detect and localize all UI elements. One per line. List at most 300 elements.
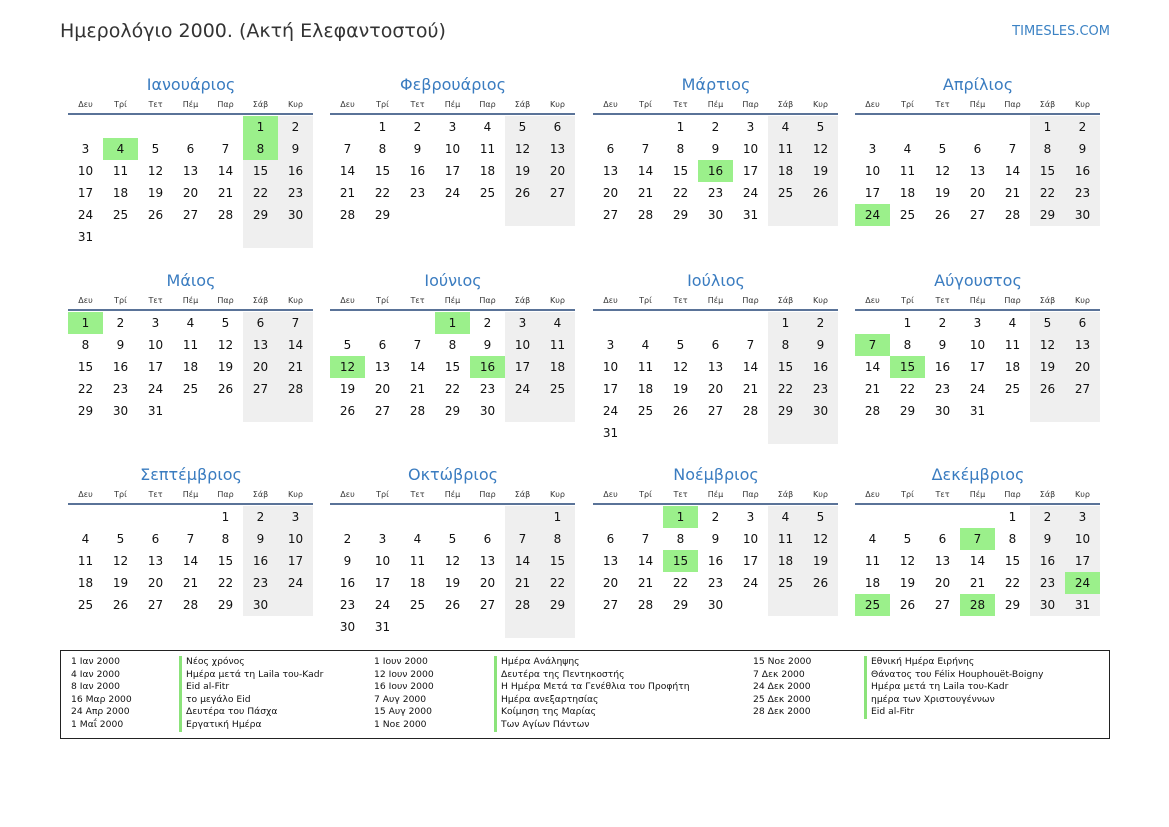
weekday-label: Δευ <box>603 490 618 499</box>
day-cell: 27 <box>602 208 619 222</box>
weekday-label: Σάβ <box>252 100 269 109</box>
empty-cell <box>103 116 138 138</box>
day-cell: 24 <box>77 208 94 222</box>
day-cell: 9 <box>116 338 125 352</box>
weekday-label: Παρ <box>217 100 234 109</box>
weekday-label: Σάβ <box>514 490 531 499</box>
day-cell: 2 <box>243 506 278 528</box>
weekday-label: Παρ <box>742 490 759 499</box>
empty-cell <box>365 312 400 334</box>
weekday-label: Παρ <box>479 296 496 305</box>
day-cell: 14 <box>409 360 426 374</box>
day-grid <box>330 116 575 226</box>
weekday-header <box>330 293 575 311</box>
day-cell: 15 <box>444 360 461 374</box>
weekday-label: Τρί <box>376 296 389 305</box>
day-cell: 18 <box>768 160 803 182</box>
empty-cell <box>278 400 313 422</box>
day-cell: 11 <box>899 164 916 178</box>
day-cell: 2 <box>803 312 838 334</box>
day-cell: 17 <box>864 186 881 200</box>
day-cell: 1 <box>540 506 575 528</box>
empty-cell <box>173 506 208 528</box>
weekday-label: Πέμ <box>444 296 461 305</box>
weekday-label: Τρί <box>114 100 127 109</box>
day-cell: 13 <box>182 164 199 178</box>
day-cell: 16 <box>1065 160 1100 182</box>
month-block <box>330 269 576 422</box>
day-cell: 3 <box>606 338 615 352</box>
day-cell: 25 <box>479 186 496 200</box>
day-cell: 3 <box>746 120 755 134</box>
day-cell: 12 <box>672 360 689 374</box>
day-grid <box>68 312 313 422</box>
day-cell: 19 <box>934 186 951 200</box>
day-cell: 10 <box>505 334 540 356</box>
weekday-label: Τετ <box>410 296 425 305</box>
empty-cell <box>593 312 628 334</box>
legend-row <box>61 706 1101 719</box>
weekday-label: Τρί <box>639 296 652 305</box>
day-cell: 7 <box>186 532 195 546</box>
day-cell: 3 <box>973 316 982 330</box>
day-cell: 20 <box>479 576 496 590</box>
weekday-label: Πέμ <box>969 100 986 109</box>
empty-cell <box>208 226 243 248</box>
weekday-label: Σάβ <box>252 490 269 499</box>
day-cell: 8 <box>903 338 912 352</box>
weekday-label: Τρί <box>376 490 389 499</box>
day-cell: 28 <box>637 598 654 612</box>
day-cell: 20 <box>147 576 164 590</box>
holiday-day-cell: 16 <box>470 356 505 378</box>
empty-cell <box>470 506 505 528</box>
day-cell: 24 <box>742 186 759 200</box>
day-cell: 12 <box>899 554 916 568</box>
day-cell: 26 <box>934 208 951 222</box>
day-cell: 6 <box>151 532 160 546</box>
empty-cell <box>138 116 173 138</box>
day-cell: 28 <box>182 598 199 612</box>
legend-date: 4 Ιαν 2000 <box>71 668 120 680</box>
weekday-label: Δευ <box>603 296 618 305</box>
weekday-label: Τετ <box>673 100 688 109</box>
legend-date: 8 Ιαν 2000 <box>71 681 120 693</box>
day-cell: 2 <box>343 532 352 546</box>
weekday-header <box>330 487 575 505</box>
weekday-label: Δευ <box>340 490 355 499</box>
empty-cell <box>68 116 103 138</box>
day-cell: 27 <box>969 208 986 222</box>
day-cell: 21 <box>742 382 759 396</box>
day-cell: 10 <box>864 164 881 178</box>
empty-cell <box>960 116 995 138</box>
empty-cell <box>855 506 890 528</box>
day-cell: 19 <box>1030 356 1065 378</box>
weekday-label: Δευ <box>865 490 880 499</box>
day-cell: 22 <box>672 576 689 590</box>
day-cell: 1 <box>378 120 387 134</box>
weekday-label: Τετ <box>148 100 163 109</box>
day-cell: 20 <box>707 382 724 396</box>
day-cell: 19 <box>444 576 461 590</box>
day-cell: 26 <box>803 182 838 204</box>
day-cell: 20 <box>934 576 951 590</box>
weekday-label: Πέμ <box>182 296 199 305</box>
day-cell: 10 <box>969 338 986 352</box>
day-cell: 7 <box>641 142 650 156</box>
day-cell: 8 <box>676 532 685 546</box>
legend-row <box>61 694 1101 707</box>
day-cell: 1 <box>1030 116 1065 138</box>
weekday-label: Τρί <box>901 100 914 109</box>
weekday-label: Σάβ <box>514 296 531 305</box>
empty-cell <box>663 312 698 334</box>
legend-date: 1 Νοε 2000 <box>374 719 427 730</box>
empty-cell <box>995 116 1030 138</box>
legend-date: 15 Νοε 2000 <box>753 656 812 667</box>
holiday-day-cell: 16 <box>698 160 733 182</box>
day-cell: 10 <box>147 338 164 352</box>
day-cell: 31 <box>147 404 164 418</box>
day-cell: 6 <box>606 142 615 156</box>
day-cell: 20 <box>969 186 986 200</box>
day-cell: 18 <box>182 360 199 374</box>
day-cell: 5 <box>448 532 457 546</box>
day-cell: 9 <box>243 528 278 550</box>
weekday-label: Δευ <box>78 490 93 499</box>
day-cell: 20 <box>602 186 619 200</box>
day-cell: 13 <box>540 138 575 160</box>
day-cell: 18 <box>409 576 426 590</box>
weekday-label: Τρί <box>376 100 389 109</box>
day-cell: 28 <box>637 208 654 222</box>
day-cell: 6 <box>606 532 615 546</box>
month-name: Δεκέμβριος <box>931 465 1025 484</box>
month-name: Σεπτέμβριος <box>140 465 242 484</box>
day-cell: 15 <box>77 360 94 374</box>
day-cell: 11 <box>864 554 881 568</box>
day-cell: 26 <box>444 598 461 612</box>
day-cell: 5 <box>343 338 352 352</box>
day-cell: 17 <box>742 554 759 568</box>
day-cell: 29 <box>374 208 391 222</box>
empty-cell <box>960 506 995 528</box>
day-cell: 23 <box>707 576 724 590</box>
day-cell: 26 <box>803 572 838 594</box>
day-cell: 17 <box>1065 550 1100 572</box>
weekday-label: Δευ <box>603 100 618 109</box>
day-cell: 26 <box>505 182 540 204</box>
empty-cell <box>505 616 540 638</box>
day-cell: 14 <box>637 164 654 178</box>
day-cell: 28 <box>409 404 426 418</box>
weekday-label: Δευ <box>340 100 355 109</box>
legend-holiday-name: Eid al-Fitr <box>179 681 229 694</box>
empty-cell <box>68 506 103 528</box>
day-cell: 8 <box>448 338 457 352</box>
day-cell: 22 <box>217 576 234 590</box>
day-cell: 29 <box>1004 598 1021 612</box>
day-cell: 6 <box>186 142 195 156</box>
day-cell: 6 <box>711 338 720 352</box>
day-cell: 15 <box>768 356 803 378</box>
month-block <box>330 463 576 638</box>
day-cell: 2 <box>711 510 720 524</box>
day-cell: 15 <box>1004 554 1021 568</box>
day-cell: 31 <box>1065 594 1100 616</box>
day-cell: 29 <box>444 404 461 418</box>
day-cell: 9 <box>413 142 422 156</box>
day-cell: 1 <box>221 510 230 524</box>
empty-cell <box>505 400 540 422</box>
day-cell: 8 <box>81 338 90 352</box>
legend-holiday-name: Ημέρα μετά τη Laila του-Kadr <box>179 669 323 682</box>
day-cell: 23 <box>339 598 356 612</box>
weekday-label: Πέμ <box>444 100 461 109</box>
legend-holiday-name: Εθνική Ημέρα Ειρήνης <box>864 656 974 669</box>
day-cell: 11 <box>77 554 94 568</box>
empty-cell <box>855 312 890 334</box>
day-cell: 12 <box>444 554 461 568</box>
day-cell: 14 <box>864 360 881 374</box>
day-cell: 13 <box>602 164 619 178</box>
day-cell: 13 <box>934 554 951 568</box>
legend-row <box>61 681 1101 694</box>
empty-cell <box>243 226 278 248</box>
day-cell: 21 <box>864 382 881 396</box>
day-cell: 4 <box>641 338 650 352</box>
day-cell: 21 <box>182 576 199 590</box>
day-cell: 28 <box>217 208 234 222</box>
empty-cell <box>365 506 400 528</box>
month-name: Μάρτιος <box>681 75 751 94</box>
empty-cell <box>138 506 173 528</box>
day-cell: 18 <box>637 382 654 396</box>
weekday-label: Σάβ <box>777 100 794 109</box>
weekday-header <box>855 487 1100 505</box>
weekday-label: Παρ <box>742 296 759 305</box>
day-cell: 18 <box>1004 360 1021 374</box>
day-cell: 26 <box>899 598 916 612</box>
day-cell: 29 <box>672 208 689 222</box>
day-cell: 18 <box>479 164 496 178</box>
day-cell: 18 <box>768 550 803 572</box>
weekday-header <box>593 97 838 115</box>
day-cell: 14 <box>505 550 540 572</box>
legend-holiday-name: Ημέρα Ανάληψης <box>494 656 580 669</box>
weekday-header <box>593 487 838 505</box>
empty-cell <box>768 204 803 226</box>
weekday-label: Παρ <box>1004 490 1021 499</box>
holiday-day-cell: 15 <box>890 356 925 378</box>
month-name: Μάιος <box>166 271 216 290</box>
day-cell: 19 <box>339 382 356 396</box>
weekday-label: Πέμ <box>182 100 199 109</box>
day-cell: 15 <box>243 160 278 182</box>
day-cell: 6 <box>378 338 387 352</box>
legend-holiday-name: Νέος χρόνος <box>179 656 245 669</box>
day-cell: 15 <box>374 164 391 178</box>
empty-cell <box>470 616 505 638</box>
empty-cell <box>400 204 435 226</box>
day-grid <box>593 312 838 444</box>
day-cell: 16 <box>409 164 426 178</box>
weekday-label: Τρί <box>901 296 914 305</box>
day-cell: 24 <box>742 576 759 590</box>
day-cell: 19 <box>147 186 164 200</box>
day-cell: 7 <box>221 142 230 156</box>
day-cell: 29 <box>672 598 689 612</box>
day-cell: 24 <box>602 404 619 418</box>
weekday-label: Παρ <box>217 490 234 499</box>
day-cell: 22 <box>444 382 461 396</box>
empty-cell <box>208 116 243 138</box>
weekday-label: Δευ <box>340 296 355 305</box>
day-cell: 23 <box>243 572 278 594</box>
day-cell: 19 <box>112 576 129 590</box>
legend-holiday-name: Δευτέρα του Πάσχα <box>179 706 277 719</box>
weekday-label: Δευ <box>865 100 880 109</box>
day-cell: 25 <box>540 378 575 400</box>
day-cell: 1 <box>768 312 803 334</box>
legend-row <box>61 719 1101 732</box>
page-title: Ημερολόγιο 2000. (Ακτή Ελεφαντοστού) <box>60 20 446 42</box>
empty-cell <box>330 116 365 138</box>
empty-cell <box>733 422 768 444</box>
site-link[interactable]: TIMESLES.COM <box>1012 24 1110 39</box>
day-cell: 11 <box>112 164 129 178</box>
weekday-label: Τρί <box>901 490 914 499</box>
day-cell: 28 <box>742 404 759 418</box>
day-cell: 10 <box>278 528 313 550</box>
day-cell: 2 <box>413 120 422 134</box>
weekday-label: Παρ <box>217 296 234 305</box>
day-cell: 22 <box>243 182 278 204</box>
day-cell: 17 <box>278 550 313 572</box>
weekday-label: Κυρ <box>813 296 828 305</box>
day-cell: 28 <box>864 404 881 418</box>
day-cell: 23 <box>479 382 496 396</box>
day-cell: 11 <box>182 338 199 352</box>
day-cell: 21 <box>505 572 540 594</box>
month-block <box>593 463 839 616</box>
day-cell: 25 <box>409 598 426 612</box>
day-cell: 4 <box>768 116 803 138</box>
day-cell: 8 <box>768 334 803 356</box>
day-cell: 20 <box>243 356 278 378</box>
weekday-label: Πέμ <box>444 490 461 499</box>
empty-cell <box>890 506 925 528</box>
weekday-label: Τετ <box>935 296 950 305</box>
day-cell: 26 <box>339 404 356 418</box>
day-cell: 20 <box>602 576 619 590</box>
day-cell: 27 <box>479 598 496 612</box>
holiday-day-cell: 1 <box>68 312 103 334</box>
day-cell: 9 <box>1030 528 1065 550</box>
day-cell: 20 <box>182 186 199 200</box>
empty-cell <box>400 616 435 638</box>
day-cell: 17 <box>147 360 164 374</box>
day-cell: 20 <box>374 382 391 396</box>
legend-holiday-name: Ημέρα μετά τη Laila του-Kadr <box>864 681 1008 694</box>
day-cell: 14 <box>182 554 199 568</box>
weekday-label: Πέμ <box>969 490 986 499</box>
day-cell: 14 <box>742 360 759 374</box>
day-cell: 14 <box>969 554 986 568</box>
day-cell: 24 <box>374 598 391 612</box>
day-cell: 24 <box>444 186 461 200</box>
month-name: Ιούλιος <box>687 271 745 290</box>
empty-cell <box>173 400 208 422</box>
day-cell: 16 <box>1030 550 1065 572</box>
empty-cell <box>173 226 208 248</box>
day-cell: 31 <box>374 620 391 634</box>
day-cell: 29 <box>540 594 575 616</box>
day-cell: 22 <box>540 572 575 594</box>
day-cell: 6 <box>540 116 575 138</box>
empty-cell <box>628 116 663 138</box>
day-cell: 30 <box>803 400 838 422</box>
legend-holiday-name: Κοίμηση της Μαρίας <box>494 706 596 719</box>
empty-cell <box>103 506 138 528</box>
weekday-label: Παρ <box>479 100 496 109</box>
weekday-label: Κυρ <box>288 296 303 305</box>
empty-cell <box>628 422 663 444</box>
day-cell: 8 <box>676 142 685 156</box>
empty-cell <box>925 506 960 528</box>
day-cell: 23 <box>1030 572 1065 594</box>
month-name: Αύγουστος <box>934 271 1022 290</box>
legend-date: 7 Δεκ 2000 <box>753 668 805 680</box>
day-cell: 11 <box>768 138 803 160</box>
weekday-label: Κυρ <box>813 100 828 109</box>
day-cell: 4 <box>903 142 912 156</box>
day-cell: 30 <box>339 620 356 634</box>
day-cell: 2 <box>483 316 492 330</box>
day-cell: 10 <box>374 554 391 568</box>
day-cell: 23 <box>112 382 129 396</box>
day-cell: 1 <box>676 120 685 134</box>
weekday-label: Πέμ <box>707 100 724 109</box>
weekday-label: Πέμ <box>182 490 199 499</box>
weekday-label: Παρ <box>1004 100 1021 109</box>
day-cell: 15 <box>672 164 689 178</box>
empty-cell <box>803 594 838 616</box>
empty-cell <box>243 400 278 422</box>
day-cell: 30 <box>479 404 496 418</box>
holiday-day-cell: 24 <box>1065 572 1100 594</box>
day-cell: 23 <box>934 382 951 396</box>
day-cell: 11 <box>637 360 654 374</box>
empty-cell <box>435 204 470 226</box>
day-cell: 20 <box>1065 356 1100 378</box>
empty-cell <box>1065 400 1100 422</box>
weekday-label: Δευ <box>78 296 93 305</box>
day-cell: 4 <box>186 316 195 330</box>
day-cell: 3 <box>378 532 387 546</box>
day-cell: 28 <box>1004 208 1021 222</box>
day-cell: 26 <box>217 382 234 396</box>
legend-date: 28 Δεκ 2000 <box>753 706 811 718</box>
day-cell: 31 <box>969 404 986 418</box>
day-cell: 18 <box>540 356 575 378</box>
day-cell: 19 <box>803 160 838 182</box>
day-cell: 7 <box>641 532 650 546</box>
empty-cell <box>925 116 960 138</box>
day-cell: 25 <box>1004 382 1021 396</box>
weekday-label: Κυρ <box>288 100 303 109</box>
